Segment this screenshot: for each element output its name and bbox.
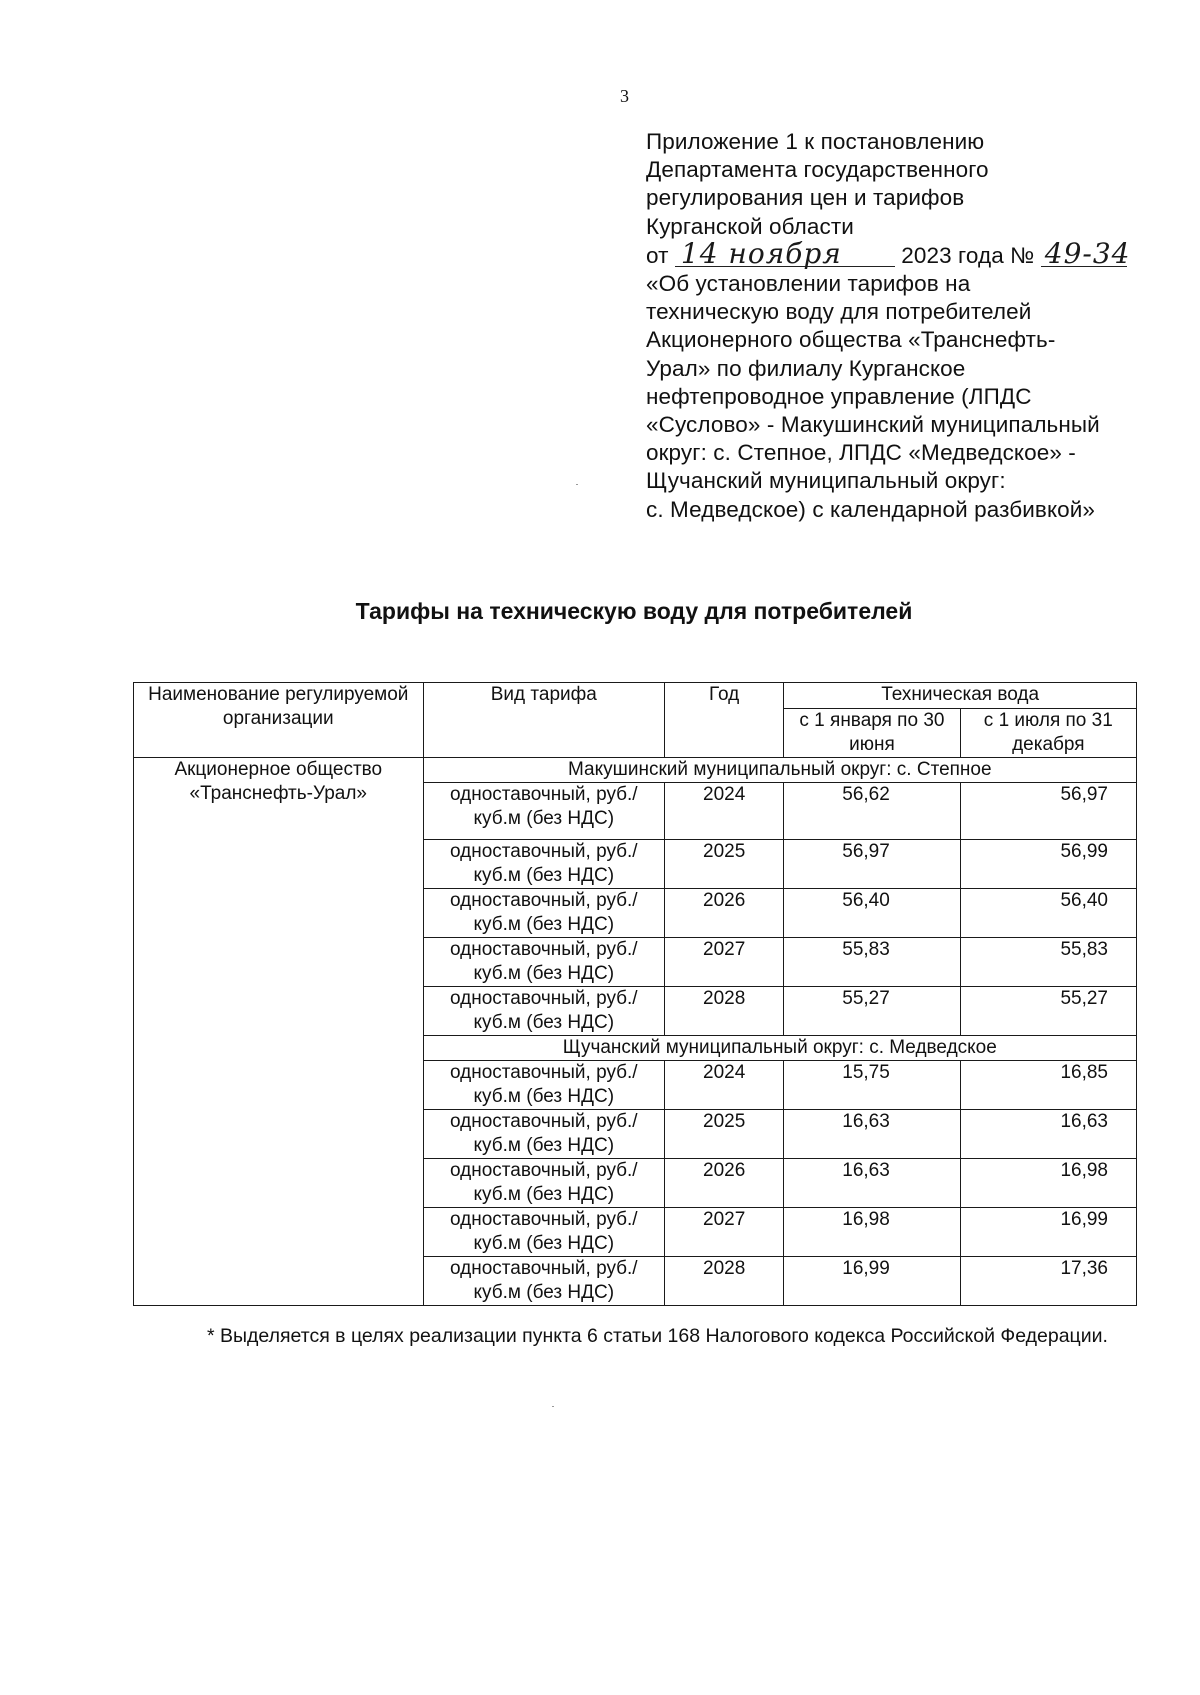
header-year: Год — [665, 683, 784, 758]
tariff-type-cell: одноставочный, руб./куб.м (без НДС) — [423, 938, 664, 987]
appendix-date-line — [646, 236, 1146, 270]
year-cell: 2024 — [665, 783, 784, 840]
year-cell: 2027 — [665, 1208, 784, 1257]
tariff-type-cell: одноставочный, руб./куб.м (без НДС) — [423, 1110, 664, 1159]
table-header-row — [134, 683, 1137, 709]
tariff-type-cell: одноставочный, руб./куб.м (без НДС) — [423, 1061, 664, 1110]
header-tariff-type: Вид тарифа — [423, 683, 664, 758]
year-cell: 2026 — [665, 1159, 784, 1208]
appendix-block — [646, 128, 1146, 524]
value-period-2: 56,40 — [960, 889, 1136, 938]
header-org: Наименование регулируемой организации — [134, 683, 424, 758]
appendix-line: Департамента государственного — [646, 157, 989, 183]
handwritten-number: 49-34 — [1044, 236, 1131, 270]
appendix-line: Приложение 1 к постановлению — [646, 129, 985, 154]
scan-speck — [576, 484, 578, 485]
value-period-2: 16,99 — [960, 1208, 1136, 1257]
tariff-type-cell: одноставочный, руб./куб.м (без НДС) — [423, 1208, 664, 1257]
tariff-type-cell: одноставочный, руб./куб.м (без НДС) — [423, 1257, 664, 1306]
year-cell: 2026 — [665, 889, 784, 938]
year-cell: 2024 — [665, 1061, 784, 1110]
header-period-1: с 1 января по 30 июня — [784, 709, 960, 758]
year-cell: 2028 — [665, 1257, 784, 1306]
value-period-1: 56,40 — [784, 889, 960, 938]
handwritten-number-field — [1041, 236, 1131, 270]
value-period-2: 16,85 — [960, 1061, 1136, 1110]
tariffs-table — [133, 682, 1137, 1306]
subject-line: Урал» по филиалу Курганское — [646, 355, 966, 381]
value-period-1: 16,98 — [784, 1208, 960, 1257]
year-cell: 2028 — [665, 987, 784, 1036]
tariff-type-cell: одноставочный, руб./куб.м (без НДС) — [423, 889, 664, 938]
value-period-2: 16,63 — [960, 1110, 1136, 1159]
tariff-type-cell: одноставочный, руб./куб.м (без НДС) — [423, 840, 664, 889]
tariff-type-cell: одноставочный, руб./куб.м (без НДС) — [423, 783, 664, 840]
value-period-2: 55,27 — [960, 987, 1136, 1036]
subject-line: округ: с. Степное, ЛПДС «Медведское» - — [646, 440, 1076, 466]
year-cell: 2025 — [665, 840, 784, 889]
year-text: 2023 года № — [901, 242, 1035, 268]
header-period-2: с 1 июля по 31 декабря — [960, 709, 1136, 758]
value-period-1: 16,63 — [784, 1159, 960, 1208]
value-period-2: 56,97 — [960, 783, 1136, 840]
page-number: 3 — [620, 86, 629, 106]
value-period-1: 16,63 — [784, 1110, 960, 1159]
tariff-type-cell: одноставочный, руб./куб.м (без НДС) — [423, 1159, 664, 1208]
date-prefix: от — [646, 242, 669, 268]
value-period-1: 15,75 — [784, 1061, 960, 1110]
value-period-2: 55,83 — [960, 938, 1136, 987]
header-technical-water: Техническая вода — [784, 683, 1137, 709]
document-title: Тарифы на техническую воду для потребителей — [355, 598, 913, 624]
footnote: * Выделяется в целях реализации пункта 6 статьи 168 Налогового кодекса Российской Федерации. — [207, 1325, 1108, 1347]
subject-line: нефтепроводное управление (ЛПДС — [646, 383, 1032, 409]
value-period-1: 55,83 — [784, 938, 960, 987]
subject-line: Акционерного общества «Транснефть- — [646, 327, 1056, 353]
subject-line: техническую воду для потребителей — [646, 299, 1032, 325]
district-name: Щучанский муниципальный округ: с. Медведское — [423, 1036, 1136, 1061]
tariff-type-cell: одноставочный, руб./куб.м (без НДС) — [423, 987, 664, 1036]
value-period-2: 17,36 — [960, 1257, 1136, 1306]
organization-cell: Акционерное общество «Транснефть-Урал» — [134, 758, 424, 1306]
appendix-line: Курганской области — [646, 213, 854, 239]
scan-speck — [552, 1406, 554, 1407]
year-cell: 2027 — [665, 938, 784, 987]
handwritten-date-field — [675, 236, 895, 270]
value-period-2: 16,98 — [960, 1159, 1136, 1208]
handwritten-date: 14 ноября — [680, 236, 842, 270]
subject-line: «Об установлении тарифов на — [646, 271, 971, 297]
value-period-1: 55,27 — [784, 987, 960, 1036]
value-period-1: 56,97 — [784, 840, 960, 889]
subject-line: с. Медведское) с календарной разбивкой» — [646, 496, 1096, 522]
year-cell: 2025 — [665, 1110, 784, 1159]
value-period-2: 56,99 — [960, 840, 1136, 889]
value-period-1: 56,62 — [784, 783, 960, 840]
district-name: Макушинский муниципальный округ: с. Степное — [423, 758, 1136, 783]
district-row — [134, 758, 1137, 783]
appendix-line: регулирования цен и тарифов — [646, 185, 965, 211]
value-period-1: 16,99 — [784, 1257, 960, 1306]
subject-line: «Суслово» - Макушинский муниципальный — [646, 412, 1100, 438]
subject-line: Щучанский муниципальный округ: — [646, 468, 1006, 494]
